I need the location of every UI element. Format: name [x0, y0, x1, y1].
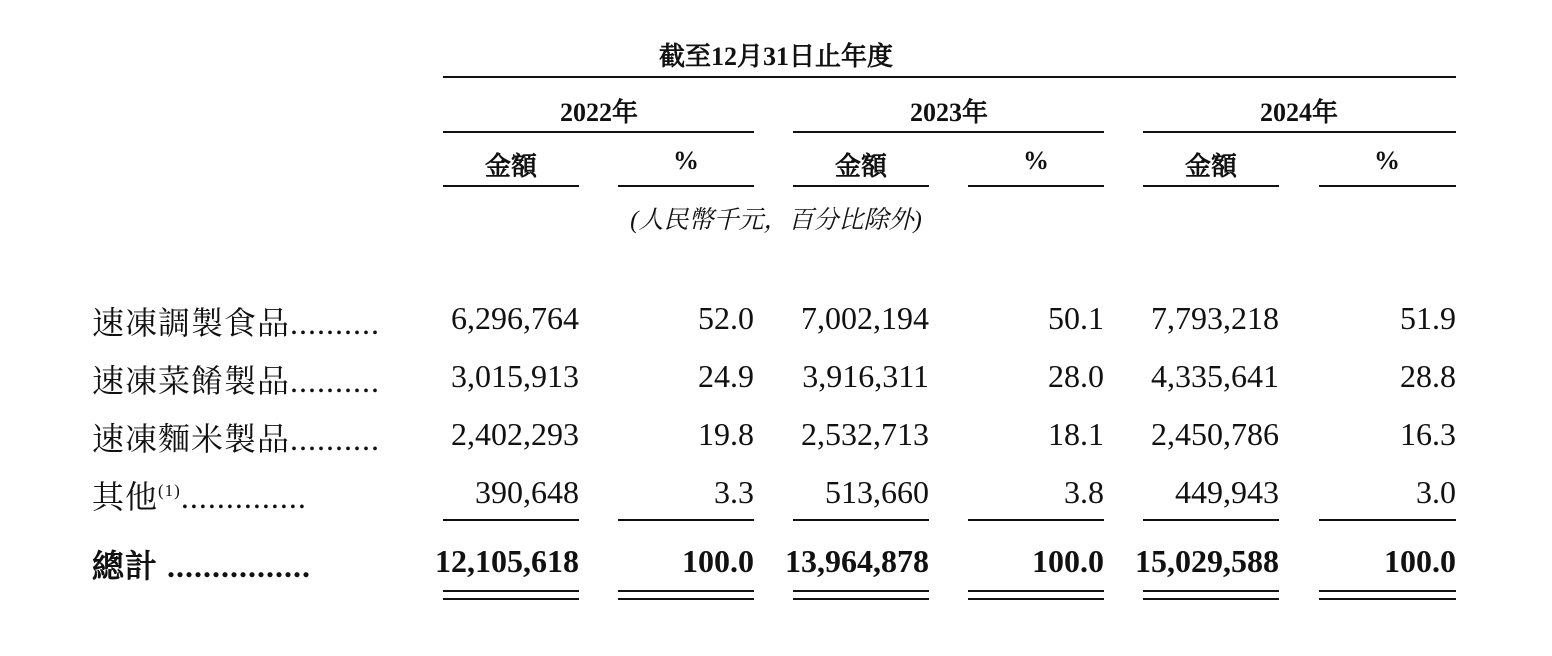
subheader-rule	[1319, 185, 1456, 187]
table-title: 截至12月31日止年度	[658, 42, 893, 71]
table-cell: 2,532,713	[801, 416, 929, 452]
year-rule-2023	[793, 131, 1104, 133]
subheader-rule	[618, 185, 754, 187]
year-header-2024: 2024年	[1259, 98, 1338, 127]
table-cell: 390,648	[475, 474, 579, 510]
table-cell: 3.3	[714, 474, 754, 510]
table-cell: 24.9	[698, 358, 754, 394]
subtotal-rule	[793, 519, 929, 521]
table-cell: 28.8	[1400, 358, 1456, 394]
total-cell: 12,105,618	[435, 543, 579, 579]
double-rule	[1319, 598, 1456, 600]
total-cell: 100.0	[1384, 543, 1456, 579]
subtotal-rule	[968, 519, 1104, 521]
table-cell: 4,335,641	[1151, 358, 1279, 394]
table-cell: 3.0	[1416, 474, 1456, 510]
double-rule	[793, 598, 929, 600]
subtotal-rule	[618, 519, 754, 521]
year-header-2023: 2023年	[909, 98, 988, 127]
subheader-rule	[793, 185, 929, 187]
total-cell: 13,964,878	[785, 543, 929, 579]
double-rule	[618, 598, 754, 600]
table-cell: 3.8	[1064, 474, 1104, 510]
footnote-marker: (1)	[158, 481, 181, 500]
col-pct-2022: %	[673, 146, 699, 175]
col-pct-2024: %	[1374, 146, 1400, 175]
table-cell: 28.0	[1048, 358, 1104, 394]
leader-dots: ..............	[180, 479, 307, 515]
double-rule	[1143, 590, 1279, 592]
total-cell: 15,029,588	[1135, 543, 1279, 579]
table-cell: 2,402,293	[451, 416, 579, 452]
col-amount-2024: 金額	[1184, 152, 1237, 181]
subheader-rule	[1143, 185, 1279, 187]
double-rule	[1319, 590, 1456, 592]
table-cell: 50.1	[1048, 300, 1104, 336]
subheader-rule	[968, 185, 1104, 187]
table-cell: 2,450,786	[1151, 416, 1279, 452]
subheader-rule	[443, 185, 579, 187]
col-amount-2023: 金額	[834, 152, 887, 181]
table-cell: 19.8	[698, 416, 754, 452]
table-cell: 3,916,311	[802, 358, 929, 394]
table-cell: 449,943	[1175, 474, 1279, 510]
table-cell: 51.9	[1400, 300, 1456, 336]
subtotal-rule	[1143, 519, 1279, 521]
table-cell: 3,015,913	[451, 358, 579, 394]
col-pct-2023: %	[1023, 146, 1049, 175]
table-cell: 7,793,218	[1151, 300, 1279, 336]
double-rule	[968, 598, 1104, 600]
row-label: 速凍調製食品..........	[92, 305, 381, 341]
unit-note: (人民幣千元，百分比除外)	[630, 207, 922, 234]
col-amount-2022: 金額	[484, 152, 537, 181]
year-header-2022: 2022年	[559, 98, 638, 127]
double-rule	[618, 590, 754, 592]
double-rule	[443, 598, 579, 600]
row-label: 速凍麵米製品..........	[92, 421, 381, 457]
row-label	[92, 472, 422, 518]
table-cell: 6,296,764	[451, 300, 579, 336]
double-rule	[968, 590, 1104, 592]
year-rule-2024	[1143, 131, 1456, 133]
table-cell: 7,002,194	[801, 300, 929, 336]
title-rule	[443, 76, 1456, 78]
table-cell: 52.0	[698, 300, 754, 336]
double-rule	[1143, 598, 1279, 600]
table-cell: 16.3	[1400, 416, 1456, 452]
row-label-text: 其他	[92, 479, 159, 515]
total-label: 總計 ................	[92, 548, 312, 584]
subtotal-rule	[1319, 519, 1456, 521]
total-cell: 100.0	[1032, 543, 1104, 579]
subtotal-rule	[443, 519, 579, 521]
table-cell: 18.1	[1048, 416, 1104, 452]
total-cell: 100.0	[682, 543, 754, 579]
table-cell: 513,660	[825, 474, 929, 510]
row-label: 速凍菜餚製品..........	[92, 363, 381, 399]
double-rule	[793, 590, 929, 592]
double-rule	[443, 590, 579, 592]
year-rule-2022	[443, 131, 754, 133]
